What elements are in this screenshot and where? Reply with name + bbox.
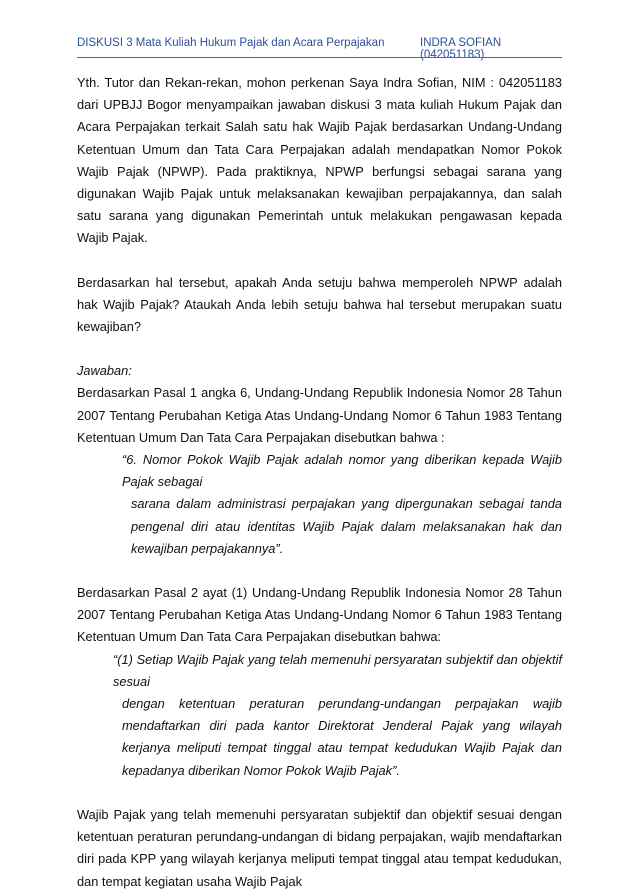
quote-1-rest: sarana dalam administrasi perpajakan yang dipergunakan sebagai tanda pengenal diri atau identitas Wajib Pajak dalam melaksanakan hak dan kewajiban perpajakannya”. bbox=[131, 496, 562, 556]
quote-2-rest: dengan ketentuan peraturan perundang-undangan perpajakan wajib mendaftarkan diri pada kantor Direktorat Jenderal Pajak yang wilayah kerjanya meliputi tempat tinggal atau tempat kedudukan Wajib Pajak dan kepadanya diberikan Nomor Pokok Wajib Pajak”. bbox=[122, 696, 562, 778]
answer-paragraph-3: Wajib Pajak yang telah memenuhi persyaratan subjektif dan objektif sesuai dengan ketentuan peraturan perundang-undangan di bidang perpajakan, wajib mendaftarkan diri pada KPP yang wilayah kerjanya meliputi tempat tinggal atau tempat kedudukan, dan tempat kegiatan usaha Wajib Pajak bbox=[77, 806, 562, 889]
quote-pasal-2 bbox=[113, 649, 562, 782]
answer-paragraph-2: Berdasarkan Pasal 2 ayat (1) Undang-Undang Republik Indonesia Nomor 28 Tahun 2007 Tentang Perubahan Ketiga Atas Undang-Undang Nomor 6 Tahun 1983 Tentang Ketentuan Umum Dan Tata Cara Perpajakan disebutkan bahwa: bbox=[77, 585, 562, 645]
page-header bbox=[77, 37, 561, 61]
header-divider bbox=[77, 57, 562, 58]
quote-2-first-line: “(1) Setiap Wajib Pajak yang telah memenuhi persyaratan subjektif dan objektif sesuai bbox=[113, 651, 562, 689]
header-course-title: DISKUSI 3 Mata Kuliah Hukum Pajak dan Acara Perpajakan bbox=[77, 37, 385, 49]
question-paragraph: Berdasarkan hal tersebut, apakah Anda setuju bahwa memperoleh NPWP adalah hak Wajib Pajak? Ataukah Anda lebih setuju bahwa hal tersebut merupakan suatu kewajiban? bbox=[77, 274, 562, 335]
header-author: INDRA SOFIAN (042051183) bbox=[420, 37, 502, 61]
answer-paragraph-1: Berdasarkan Pasal 1 angka 6, Undang-Undang Republik Indonesia Nomor 28 Tahun 2007 Tentang Perubahan Ketiga Atas Undang-Undang Nomor 6 Tahun 1983 Tentang Ketentuan Umum Dan Tata Cara Perpajakan disebutkan bahwa : bbox=[77, 385, 562, 445]
document-body bbox=[77, 72, 562, 893]
intro-paragraph: Yth. Tutor dan Rekan-rekan, mohon perkenan Saya Indra Sofian, NIM : 042051183 dari UPBJJ Bogor menyampaikan jawaban diskusi 3 mata kuliah Hukum Pajak dan Acara Perpajakan terkait Salah satu hak Wajib Pajak berdasarkan Undang-Undang Ketentuan Umum dan Tata Cara Perpajakan adalah mendapatkan Nomor Pokok Wajib Pajak (NPWP). Pada praktiknya, NPWP berfungsi sebagai sarana yang digunakan Wajib Pajak untuk melaksanakan kewajiban perpajakannya, dan salah satu sarana yang digunakan Pemerintah untuk melakukan pengawasan kepada Wajib Pajak. bbox=[77, 75, 562, 246]
quote-pasal-1 bbox=[122, 449, 562, 560]
answer-label: Jawaban: bbox=[77, 363, 132, 379]
quote-1-first-line: “6. Nomor Pokok Wajib Pajak adalah nomor yang diberikan kepada Wajib Pajak sebagai bbox=[122, 452, 562, 490]
